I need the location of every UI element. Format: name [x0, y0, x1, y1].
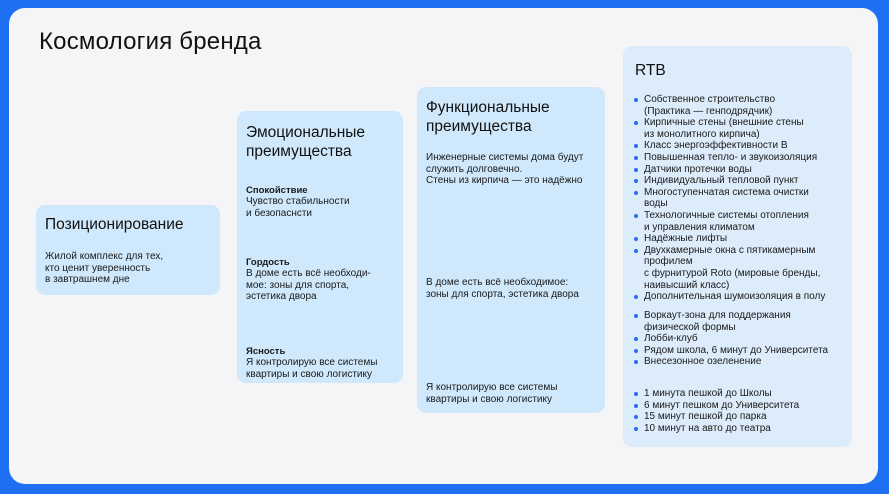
rtb-list-infrastructure: [632, 310, 828, 368]
list-item: Многоступенчатая система очистки воды: [632, 187, 825, 210]
positioning-text: Жилой комплекс для тех, кто ценит уверенность в завтрашнем дне: [45, 251, 164, 286]
list-item: Собственное строительство (Практика — генподрядчик): [632, 94, 825, 117]
functional-text-engineering: Инженерные системы дома будут служить долговечно. Стены из кирпича — это надёжно: [426, 152, 584, 187]
list-item: Кирпичные стены (внешние стены из монолитного кирпича): [632, 117, 825, 140]
slide-title: Космология бренда: [39, 28, 262, 55]
functional-card: [417, 87, 605, 413]
positioning-heading: Позиционирование: [45, 216, 184, 233]
list-item: Повышенная тепло- и звукоизоляция: [632, 152, 825, 164]
emotional-label-clarity: Ясность: [246, 346, 286, 357]
rtb-heading: RTB: [635, 62, 666, 79]
emotional-label-calm: Спокойствие: [246, 185, 308, 196]
list-item: Внесезонное озеленение: [632, 356, 828, 368]
emotional-text-calm: Чувство стабильности и безопаснсти: [246, 196, 350, 219]
emotional-text-pride: В доме есть всё необходи- мое: зоны для спорта, эстетика двора: [246, 268, 371, 303]
functional-heading: Функциональные преимущества: [426, 99, 550, 135]
rtb-list-construction: [632, 94, 825, 303]
list-item: Воркаут-зона для поддержания физической формы: [632, 310, 828, 333]
list-item: Технологичные системы отопления и управления климатом: [632, 210, 825, 233]
emotional-label-pride: Гордость: [246, 257, 290, 268]
list-item: 6 минут пешком до Университета: [632, 400, 799, 412]
list-item: Датчики протечки воды: [632, 164, 825, 176]
emotional-card: [237, 111, 403, 383]
list-item: Двухкамерные окна с пятикамерным профилем с фурнитурой Roto (мировые бренды, наивысший класс): [632, 245, 825, 291]
list-item: 10 минут на авто до театра: [632, 423, 799, 435]
list-item: Рядом школа, 6 минут до Университета: [632, 345, 828, 357]
functional-text-amenities: В доме есть всё необходимое: зоны для спорта, эстетика двора: [426, 277, 579, 300]
list-item: 1 минута пешкой до Школы: [632, 388, 799, 400]
emotional-heading: Эмоциональные преимущества: [246, 124, 366, 160]
rtb-list-location: [632, 388, 799, 434]
rtb-card: [623, 46, 852, 447]
emotional-text-clarity: Я контролирую все системы квартиры и свою логистику: [246, 357, 378, 380]
slide: [9, 8, 878, 484]
list-item: Класс энергоэффективности В: [632, 140, 825, 152]
functional-text-control: Я контролирую все системы квартиры и свою логистику: [426, 382, 558, 405]
list-item: 15 минут пешкой до парка: [632, 411, 799, 423]
list-item: Дополнительная шумоизоляция в полу: [632, 291, 825, 303]
list-item: Индивидуальный тепловой пункт: [632, 175, 825, 187]
positioning-card: [36, 205, 220, 295]
list-item: Надёжные лифты: [632, 233, 825, 245]
list-item: Лобби-клуб: [632, 333, 828, 345]
